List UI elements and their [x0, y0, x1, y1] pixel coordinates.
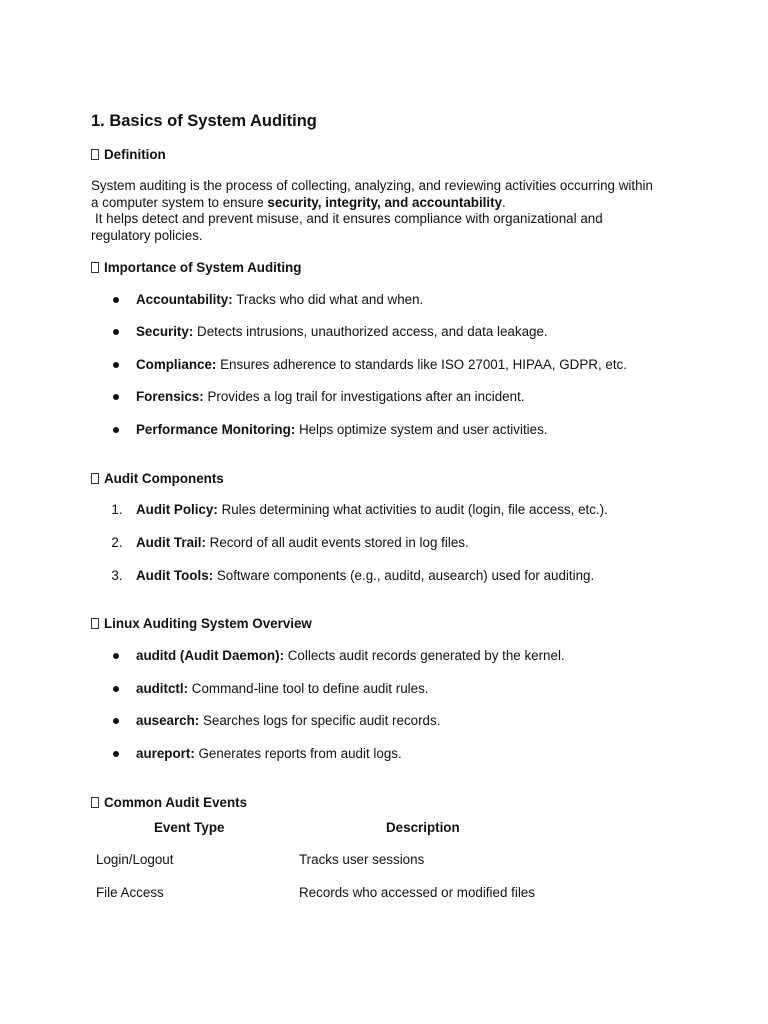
bullet-icon — [113, 686, 119, 692]
table-cell: Records who accessed or modified files — [299, 885, 535, 900]
bullet-icon — [113, 751, 119, 757]
bullet-icon — [113, 718, 119, 724]
column-header: Event Type — [154, 820, 225, 835]
bullet-icon — [113, 653, 119, 659]
bullet-icon — [113, 297, 119, 303]
definition-heading: Definition — [91, 147, 166, 164]
missing-glyph-icon — [91, 149, 99, 160]
missing-glyph-icon — [91, 262, 99, 273]
components-heading: Audit Components — [91, 471, 224, 488]
missing-glyph-icon — [91, 618, 99, 629]
bullet-icon — [113, 329, 119, 335]
column-header: Description — [386, 820, 460, 835]
table-cell: Login/Logout — [96, 852, 174, 867]
missing-glyph-icon — [91, 473, 99, 484]
bullet-icon — [113, 362, 119, 368]
events-heading: Common Audit Events — [91, 795, 247, 812]
missing-glyph-icon — [91, 797, 99, 808]
table-cell: File Access — [96, 885, 164, 900]
importance-heading: Importance of System Auditing — [91, 260, 301, 277]
bullet-icon — [113, 427, 119, 433]
linux-heading: Linux Auditing System Overview — [91, 616, 312, 633]
definition-paragraph: System auditing is the process of collecting, analyzing, and reviewing activities occurring within a computer system to ensure security, integrity, and accountability. It helps detect and prevent misuse, and it ensures compliance with organizational and regulatory policies. — [91, 178, 653, 243]
page-title: 1. Basics of System Auditing — [91, 112, 317, 130]
table-cell: Tracks user sessions — [299, 852, 425, 867]
bullet-icon — [113, 394, 119, 400]
